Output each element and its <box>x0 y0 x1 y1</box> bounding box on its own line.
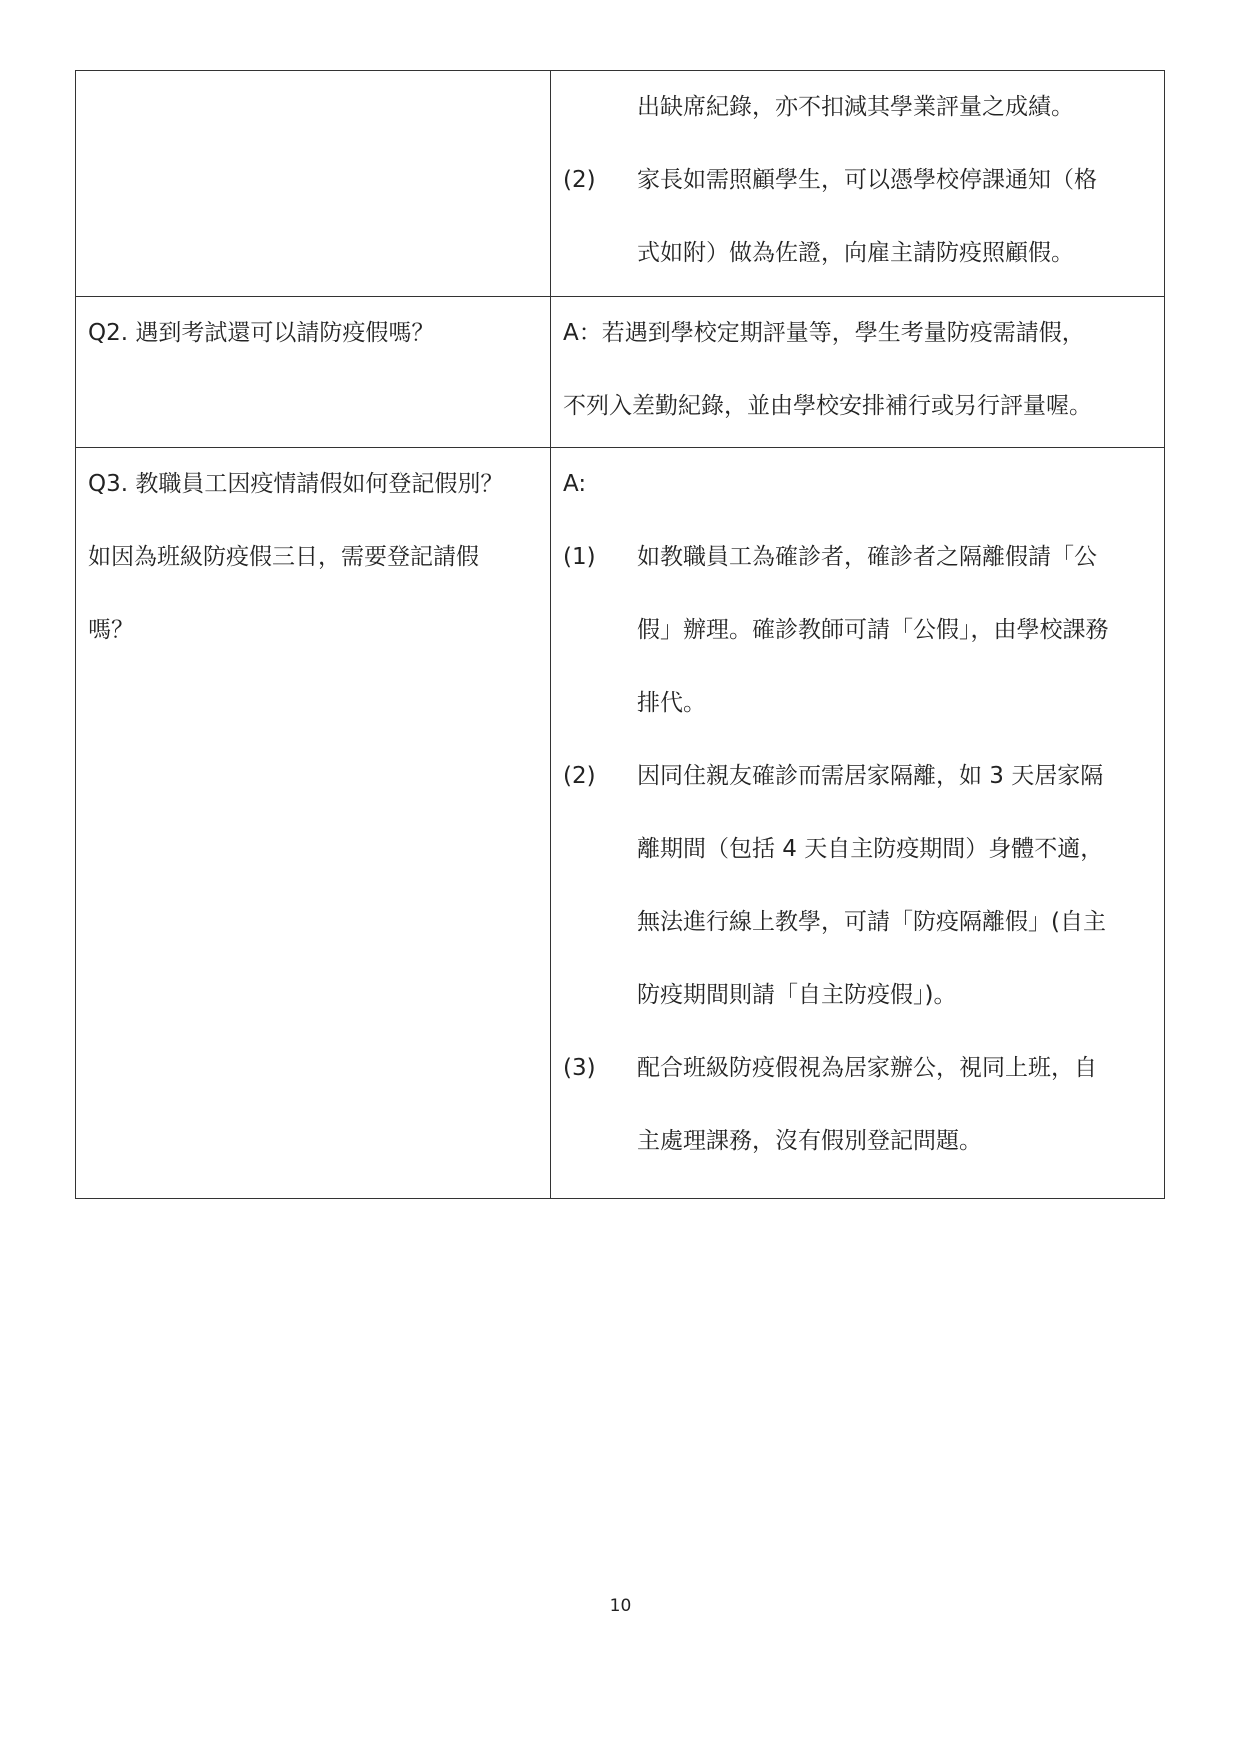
answer-item <box>563 144 1152 290</box>
item-number: (1) <box>563 544 596 570</box>
item-line: 配合班級防疫假視為居家辦公，視同上班，自 <box>637 1055 1097 1081</box>
question-cell-empty <box>76 71 551 297</box>
item-line: 如教職員工為確診者，確診者之隔離假請「公 <box>637 544 1097 570</box>
item-line: 家長如需照顧學生，可以憑學校停課通知（格 <box>637 167 1097 193</box>
item-line: 假」辦理。確診教師可請「公假」，由學校課務 <box>637 617 1109 643</box>
answer-line: 不列入差勤紀錄，並由學校安排補行或另行評量喔。 <box>563 393 1092 419</box>
item-line: 因同住親友確診而需居家隔離，如 3 天居家隔 <box>637 763 1104 789</box>
question-cell <box>76 448 551 1199</box>
answer-item <box>563 1032 1152 1178</box>
question-line: 如因為班級防疫假三日，需要登記請假 <box>88 544 479 570</box>
answer-item <box>563 740 1152 1032</box>
item-line: 無法進行線上教學，可請「防疫隔離假」(自主 <box>637 909 1106 935</box>
answer-cell <box>551 297 1165 448</box>
answer-item <box>563 521 1152 740</box>
answer-label: A: <box>563 471 587 497</box>
question-line: Q2. 遇到考試還可以請防疫假嗎？ <box>88 320 435 346</box>
item-number: (3) <box>563 1055 596 1081</box>
question-line: Q3. 教職員工因疫情請假如何登記假別？ <box>88 471 504 497</box>
qa-table <box>75 70 1165 1199</box>
item-line: 式如附）做為佐證，向雇主請防疫照顧假。 <box>637 240 1074 266</box>
qa-row-q3 <box>76 448 1165 1199</box>
qa-row-q2 <box>76 297 1165 448</box>
item-line: 主處理課務，沒有假別登記問題。 <box>637 1128 982 1154</box>
answer-line: A：若遇到學校定期評量等，學生考量防疫需請假， <box>563 320 1085 346</box>
answer-cell <box>551 71 1165 297</box>
item-line: 排代。 <box>637 690 706 716</box>
page-number: 10 <box>609 1596 632 1616</box>
answer-cell <box>551 448 1165 1199</box>
item-number: (2) <box>563 763 596 789</box>
item-number: (2) <box>563 167 596 193</box>
qa-row-continued <box>76 71 1165 297</box>
item-line: 離期間（包括 4 天自主防疫期間）身體不適， <box>637 836 1104 862</box>
answer-continuation-line: 出缺席紀錄，亦不扣減其學業評量之成績。 <box>637 94 1074 120</box>
item-line: 防疫期間則請「自主防疫假」)。 <box>637 982 957 1008</box>
question-line: 嗎？ <box>88 617 134 643</box>
question-cell <box>76 297 551 448</box>
